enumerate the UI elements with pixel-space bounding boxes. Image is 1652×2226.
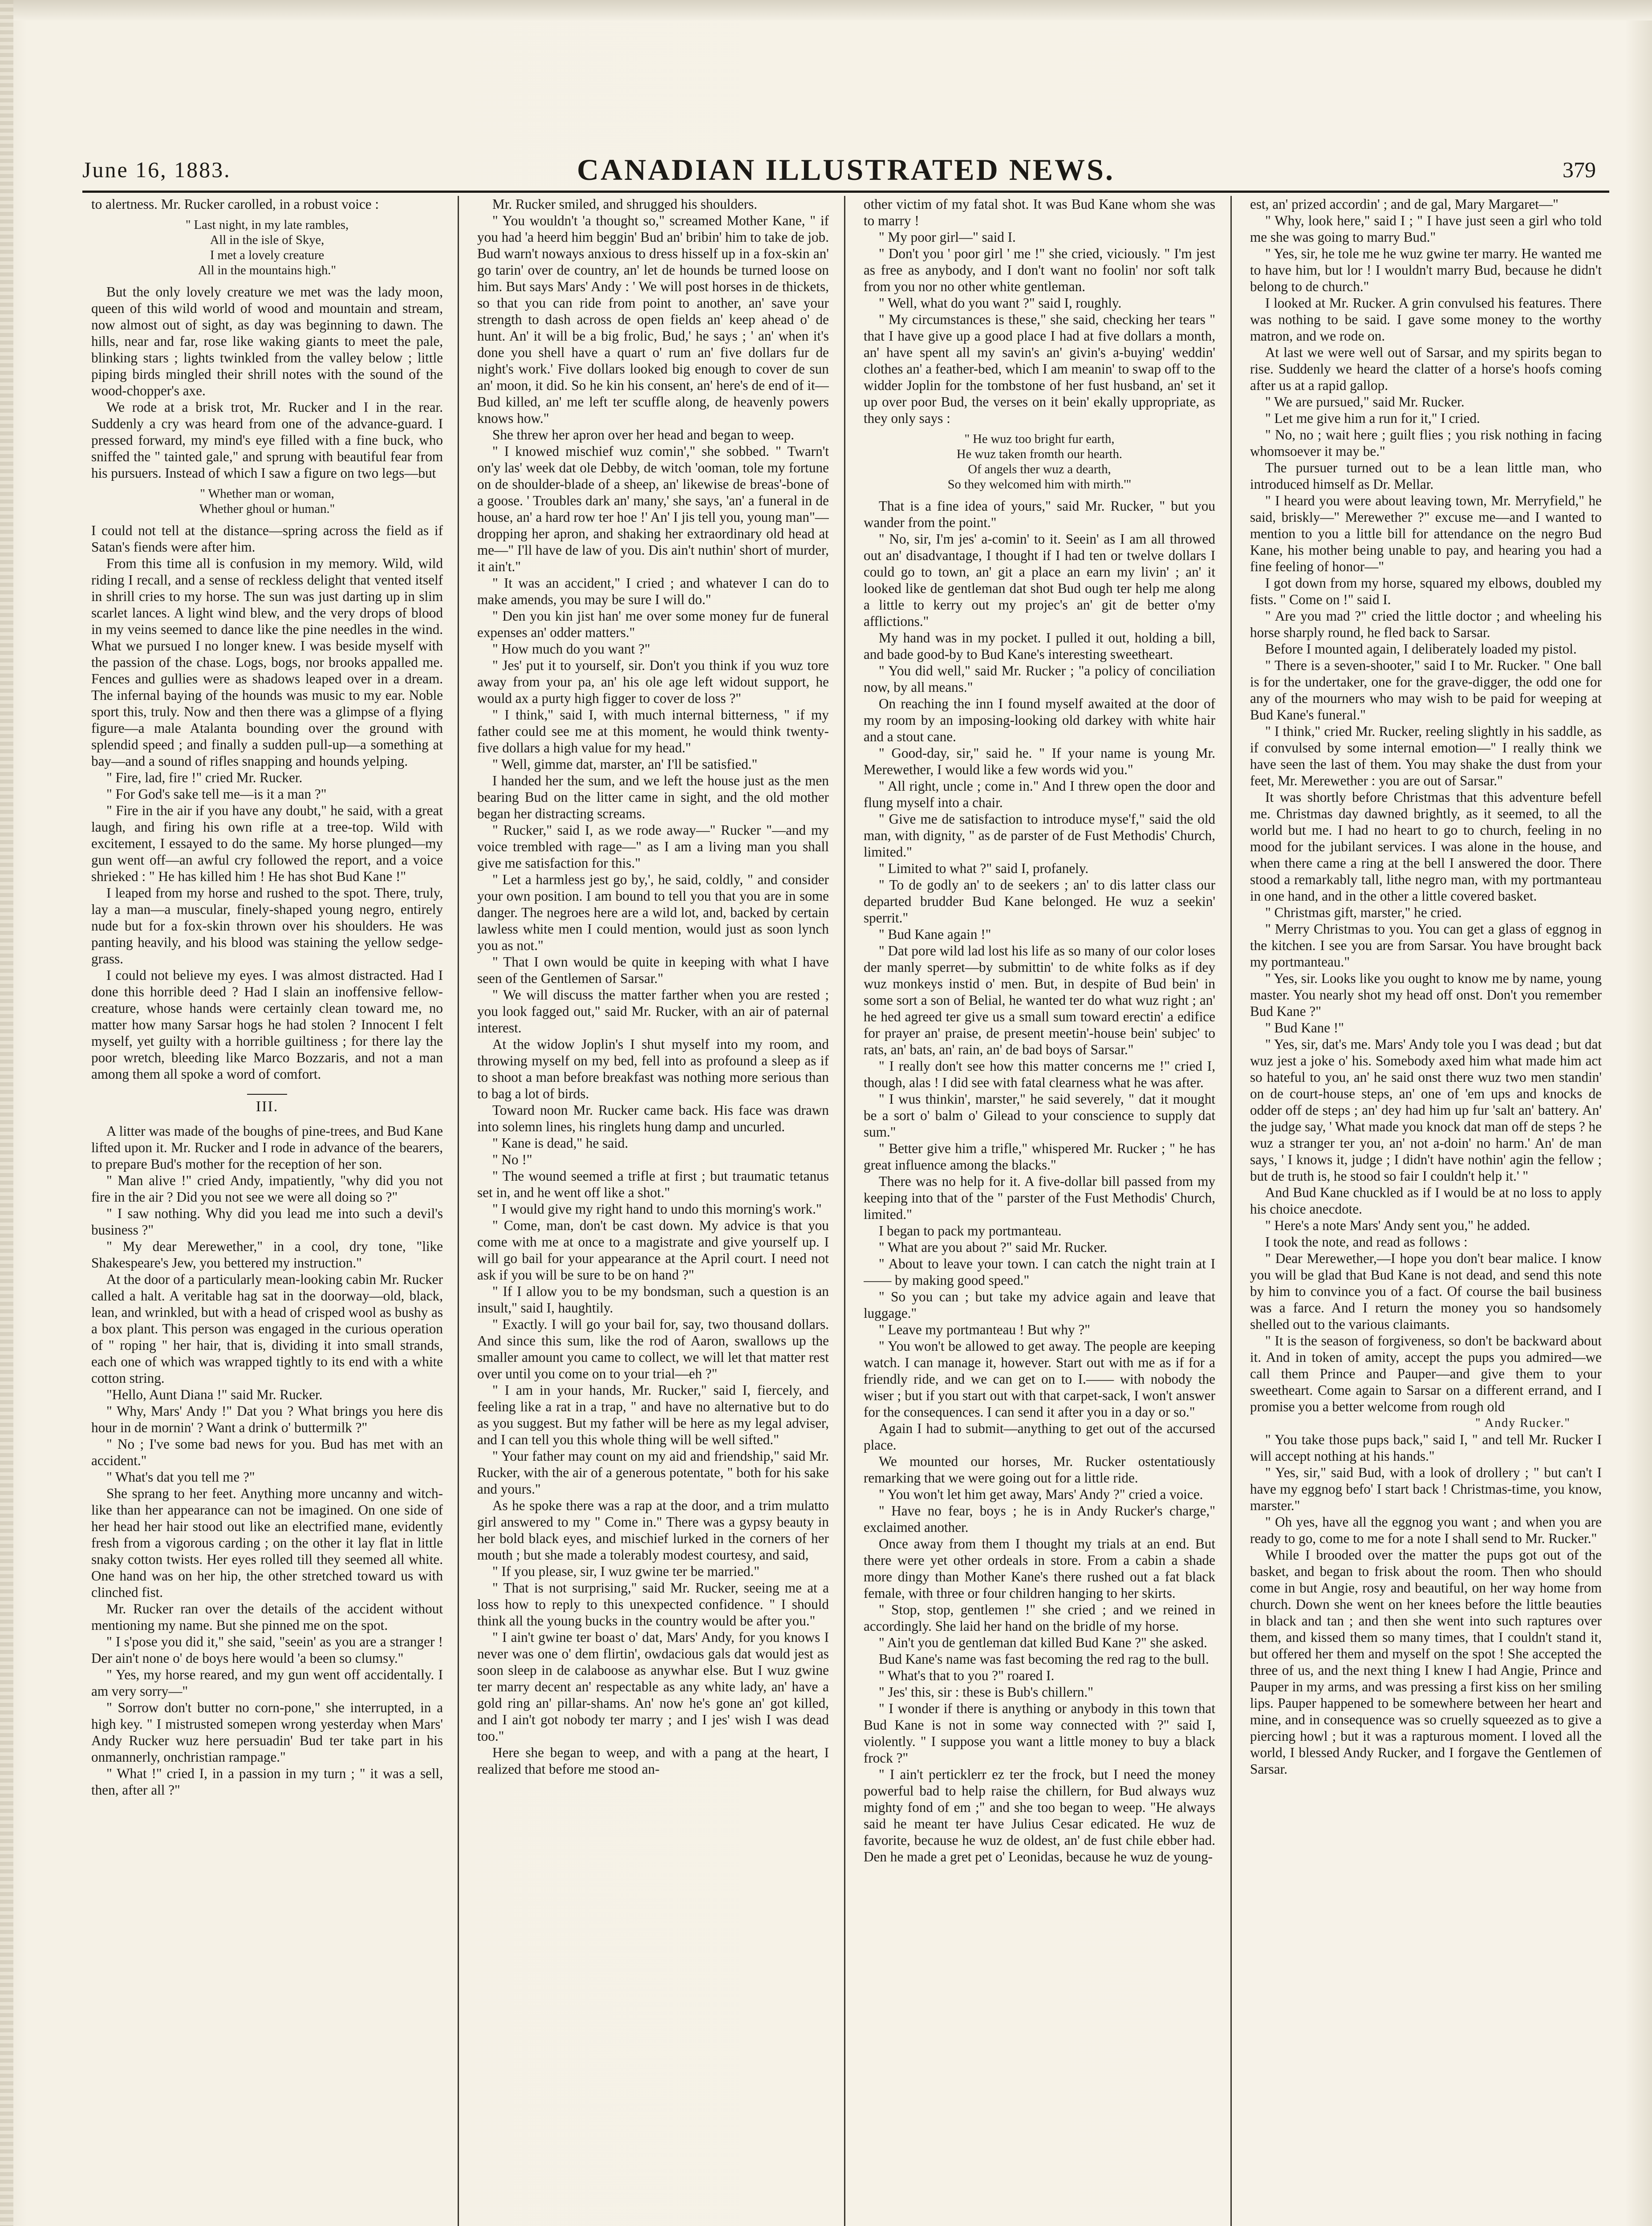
paragraph: My hand was in my pocket. I pulled it out, holding a bill, and bade good-by to Bud Kane's interesting sweetheart. — [864, 630, 1215, 662]
paragraph: to alertness. Mr. Rucker carolled, in a robust voice : — [91, 196, 379, 212]
paragraph: " Exactly. I will go your bail for, say, two thousand dollars. And since this sum, like the rod of Aaron, swallows up the smaller amount you came to collect, we will let that matter rest over until you come on to your trial—eh ?" — [477, 1316, 829, 1381]
paragraph: " For God's sake tell me—is it a man ?" — [106, 786, 327, 802]
paragraph: " I s'pose you did it," she said, "seein' as you are a stranger ! Der ain't none o' de boys here would 'a been so clumsy." — [91, 1634, 443, 1666]
verse — [864, 432, 1215, 492]
paragraph: " Kane is dead," he said. — [492, 1135, 629, 1151]
paragraph: " If you please, sir, I wuz gwine ter be married." — [492, 1564, 760, 1579]
paragraph: While I brooded over the matter the pups got out of the basket, and began to frisk about the room. Then who should come in but Angie, rosy and beautiful, on her way home from church. Down she went on her knees before the little beauties in black and tan ; and then she went into such raptures over them, and kissed them so many times, that I couldn't stand it, but offered her them and myself on the spot ! She accepted the three of us, and the next thing I knew I had Angie, Prince and Pauper in my arms, and was pressing a first kiss on her smiling lips. Pauper happened to be somewhere between her heart and mine, and in consequence was so cruelly squeezed as to give a piercing howl ; but it was a rapturous moment. I loved all the world, I blessed Andy Rucker, and I forgave the Gentlemen of Sarsar. — [1250, 1547, 1602, 1777]
paragraph: " That I own would be quite in keeping with what I have seen of the Gentlemen of Sarsar." — [477, 954, 829, 986]
paragraph: " Have no fear, boys ; he is in Andy Rucker's charge," exclaimed another. — [864, 1503, 1215, 1535]
paragraph: " Don't you ' poor girl ' me !" she cried, viciously. " I'm jest as free as anybody, and I don't want no foolin' nor soft talk from you nor no other white gentleman. — [864, 246, 1215, 294]
paragraph: I could not tell at the distance—spring across the field as if Satan's fiends were after him. — [91, 523, 443, 555]
paragraph: " Fire, lad, fire !" cried Mr. Rucker. — [106, 770, 303, 785]
paragraph: " I heard you were about leaving town, Mr. Merryfield," he said, briskly—" Merewether ?" excuse me—and I wanted to mention to you a little bill for attendance on the negro Bud Kane, his mother being unable to pay, and hearing you had a fine feeling of honor—" — [1250, 493, 1602, 574]
column-rule — [1230, 196, 1232, 2226]
paragraph: " My poor girl—" said I. — [879, 229, 1016, 245]
paragraph: " I think," cried Mr. Rucker, reeling slightly in his saddle, as if convulsed by some internal emotion—" I really think we have seen the last of them. You may shake the dust from your feet, Mr. Merewether : you are out of Sarsar." — [1250, 723, 1602, 788]
header-rule — [82, 191, 1609, 193]
paragraph: " Let me give him a run for it," I cried. — [1265, 410, 1480, 426]
verse-line: He wuz taken fromth our hearth. — [957, 447, 1122, 461]
paragraph: Before I mounted again, I deliberately loaded my pistol. — [1265, 641, 1577, 657]
paragraph: " Merry Christmas to you. You can get a glass of eggnog in the kitchen. I see you are from Sarsar. You have brought back my portmanteau." — [1250, 921, 1602, 970]
paragraph: " Ain't you de gentleman dat killed Bud Kane ?" she asked. — [879, 1635, 1207, 1650]
paragraph: " Give me de satisfaction to introduce myse'f," said the old man, with dignity, " as de parster of de Fust Methodis' Church, limited." — [864, 811, 1215, 860]
paragraph: " Fire in the air if you have any doubt," he said, with a great laugh, and firing his own rifle at a tree-top. Wild with excitement, I essayed to do the same. My horse plunged—my gun went off—an awful cry followed the report, and a voice shrieked : " He has killed him ! He has shot Bud Kane !" — [91, 803, 443, 884]
verse-line: Whether ghoul or human." — [199, 502, 335, 516]
paragraph: " I wus thinkin', marster," he said severely, " dat it mought be a sort o' balm o' Gilead to your conscience to supply dat sum." — [864, 1091, 1215, 1140]
verse-line: I met a lovely creature — [210, 248, 325, 262]
paragraph: " What are you about ?" said Mr. Rucker. — [879, 1239, 1108, 1255]
paragraph: Mr. Rucker smiled, and shrugged his shoulders. — [492, 196, 758, 212]
paragraph: " Good-day, sir," said he. " If your name is young Mr. Merewether, I would like a few words wid you." — [864, 745, 1215, 777]
paragraph: " All right, uncle ; come in." And I threw open the door and flung myself into a chair. — [864, 778, 1215, 810]
column-1 — [91, 196, 443, 2226]
paragraph: It was shortly before Christmas that this adventure befell me. Christmas day dawned brightly, as it seemed, to all the world but me. I had no heart to go to church, feeling in no mood for the jubilant services. I was alone in the house, and when there came a ring at the bell I answered the door. There stood a remarkably tall, lithe negro man, with my portmanteau in one hand, and in the other a little covered basket. — [1250, 789, 1602, 904]
paragraph: " Your father may count on my aid and friendship," said Mr. Rucker, with the air of a generous potentate, " both for his sake and yours." — [477, 1448, 829, 1497]
paragraph: Bud Kane's name was fast becoming the red rag to the bull. — [879, 1651, 1209, 1667]
paragraph: But the only lovely creature we met was the lady moon, queen of this wild world of wood and mountain and stream, now almost out of sight, as day was beginning to dawn. The hills, near and far, rose like waking giants to meet the pale, blinking stars ; lights twinkled from the valley below ; little piping birds mingled their shrill notes with the sound of the wood-chopper's axe. — [91, 284, 443, 398]
paragraph: " What's that to you ?" roared I. — [879, 1668, 1055, 1683]
verse-line: " Whether man or woman, — [200, 487, 334, 501]
paragraph: On reaching the inn I found myself awaited at the door of my room by an imposing-looking old darkey with white hair and a stout cane. — [864, 696, 1215, 744]
paragraph: " Better give him a trifle," whispered Mr. Rucker ; " he has great influence among the blacks." — [864, 1141, 1215, 1173]
paragraph: " Jes' this, sir : these is Bub's chillern." — [879, 1684, 1093, 1700]
paragraph: " It was an accident," I cried ; and whatever I can do to make amends, you may be sure I will do." — [477, 575, 829, 607]
paragraph: " I ain't gwine ter boast o' dat, Mars' Andy, for you knows I never was one o' dem flirtin', owdacious gals dat would jest as soon sleep in de calaboose as anywhar else. But I wuz gwine ter marry decent an' respectable as any white lady, an' have a gold ring an' pillar-shams. An' now he's gone an' got killed, and I ain't got nobody ter marry ; and I jes' wish I was dead too." — [477, 1629, 829, 1744]
verse-line: So they welcomed him with mirth.'" — [947, 478, 1132, 492]
paragraph: " Jes' put it to yourself, sir. Don't you think if you wuz tore away from your pa, an' his ole age left widout support, he would ax a purty high figger to cover de loss ?" — [477, 658, 829, 706]
paragraph: " That is not surprising," said Mr. Rucker, seeing me at a loss how to reply to this unexpected confidence. " I should think all the young bucks in the country would be after you." — [477, 1580, 829, 1629]
masthead: CANADIAN ILLUSTRATED NEWS. — [577, 153, 1115, 187]
paragraph: " There is a seven-shooter," said I to Mr. Rucker. " One ball is for the undertaker, one for the grave-digger, the odd one for any of the mourners who may wish to be paid for weeping at Bud Kane's funeral." — [1250, 658, 1602, 723]
paragraph: " I wonder if there is anything or anybody in this town that Bud Kane is not in some way connected with ?" said I, violently. " I suppose you want a little money to buy a black frock ?" — [864, 1701, 1215, 1766]
paragraph: " Well, gimme dat, marster, an' I'll be satisfied." — [492, 756, 758, 772]
paragraph: " My circumstances is these," she said, checking her tears " that I have give up a good place I had at five dollars a month, an' have spent all my savin's an' givin's a-buying' weddin' clothes an' a feather-bed, which I am meanin' to swap off to the widder Joplin for the tombstone of her fust husband, an' set it up over poor Bud, the verses on it bein' ekally uppropriate, as they only says : — [864, 312, 1215, 426]
paragraph: " Sorrow don't butter no corn-pone," she interrupted, in a high key. " I mistrusted somepen wrong yesterday when Mars' Andy Rucker wuz here persuadin' Bud ter take part in his onmannerly, onchristian rampage." — [91, 1700, 443, 1765]
paragraph: "Hello, Aunt Diana !" said Mr. Rucker. — [106, 1387, 323, 1402]
paragraph: She sprang to her feet. Anything more uncanny and witch-like than her appearance can not be imagined. On one side of her head her hair stood out like an electrified mane, evidently fresh from a vigorous carding ; on the other it lay flat in little snaky cotton twists. Her eyes rolled till they seemed all white. One hand was on her hip, the other stretched toward us with clinched fist. — [91, 1486, 443, 1600]
paragraph: " No ; I've some bad news for you. Bud has met with an accident." — [91, 1436, 443, 1468]
paragraph: There was no help for it. A five-dollar bill passed from my keeping into that of the " parster of the Fust Methodis' Church, limited." — [864, 1174, 1215, 1222]
paragraph: " My dear Merewether," in a cool, dry tone, "like Shakespeare's Jew, you bettered my instruction." — [91, 1239, 443, 1271]
verse-line: " Last night, in my late rambles, — [185, 218, 349, 232]
paragraph: " Yes, my horse reared, and my gun went off accidentally. I am very sorry—" — [91, 1667, 443, 1699]
paragraph: " We will discuss the matter farther when you are rested ; you look fagged out," said Mr. Rucker, with an air of paternal interest. — [477, 987, 829, 1036]
paragraph: " I think," said I, with much internal bitterness, " if my father could see me at this moment, he would think twenty-five dollars a high value for my head." — [477, 707, 829, 756]
verse — [91, 218, 443, 278]
paragraph: I handed her the sum, and we left the house just as the men bearing Bud on the litter came in sight, and the old mother began her distracting screams. — [477, 773, 829, 821]
paragraph: Again I had to submit—anything to get out of the accursed place. — [864, 1421, 1215, 1453]
column-2 — [477, 196, 829, 2226]
paragraph: " It is the season of forgiveness, so don't be backward about it. And in token of amity, accept the pups you admired—we call them Prince and Pauper—and give them to your sweetheart. Come again to Sarsar on a different errand, and I promise you a better welcome from rough old — [1250, 1333, 1602, 1414]
page-top-edge — [0, 0, 1652, 20]
paragraph: " Dat pore wild lad lost his life as so many of our color loses der manly sperret—by submittin' to de white folks as if dey wuz monkeys instid o' men. But, in despite of Bud bein' in some sort a son of Belial, he wanted ter do what wuz right ; an' he hed agreed ter give us a small sum toward erectin' a edifice for prayer an' praise, de present meetin'-house bein' subjec' to rats, an' bats, an' rain, an' de bad boys of Sarsar." — [864, 943, 1215, 1057]
column-rule — [458, 196, 459, 2226]
column-rule — [844, 196, 845, 2226]
paragraph: " What !" cried I, in a passion in my turn ; " it was a sell, then, after all ?" — [91, 1766, 443, 1798]
verse-line: All in the isle of Skye, — [210, 233, 325, 247]
paragraph: We mounted our horses, Mr. Rucker ostentatiously remarking that we were going out for a little ride. — [864, 1454, 1215, 1486]
paragraph: I took the note, and read as follows : — [1265, 1234, 1468, 1250]
paragraph: " Yes, sir," said Bud, with a look of drollery ; " but can't I have my eggnog befo' I start back ! Christmas-time, you know, marster." — [1250, 1465, 1602, 1513]
paragraph: A litter was made of the boughs of pine-trees, and Bud Kane lifted upon it. Mr. Rucker and I rode in advance of the bearers, to prepare Bud's mother for the reception of her son. — [91, 1123, 443, 1172]
paragraph: " Well, what do you want ?" said I, roughly. — [879, 295, 1122, 311]
paragraph: At the widow Joplin's I shut myself into my room, and throwing myself on my bed, fell into as profound a sleep as if to shoot a man before breakfast was nothing more serious than to bag a lot of birds. — [477, 1036, 829, 1101]
paragraph: " I am in your hands, Mr. Rucker," said I, fiercely, and feeling like a rat in a trap, " and have no alternative but to do as you suggest. But my father will be here as my legal adviser, and I can tell you this whole thing will be well sifted." — [477, 1382, 829, 1447]
paragraph: " Yes, sir, he tole me he wuz gwine ter marry. He wanted me to have him, but lor ! I wouldn't marry Bud, because he didn't belong to de church." — [1250, 246, 1602, 294]
paragraph: Once away from them I thought my trials at an end. But there were yet other ordeals in store. From a cabin a shade more dingy than Mother Kane's there rushed out a fat black female, with three or four children hanging to her skirts. — [864, 1536, 1215, 1601]
paragraph: " I knowed mischief wuz comin'," she sobbed. " Twarn't on'y las' week dat ole Debby, de witch 'ooman, tole my fortune on de shoulder-blade of a sheep, an' likewise de breas'-bone of a goose. ' Troubles dark an' many,' she says, 'an' a funeral in de house, an' a hard row ter hoe !' An' I jis tell you, young man"—dropping her apron, and shaking her extraordinary old head at me—" I'll have de law of you. Dis ain't nuthin' short of murder, it ain't." — [477, 443, 829, 574]
verse-line: All in the mountains high." — [198, 264, 337, 277]
paragraph: " Bud Kane again !" — [879, 926, 991, 942]
column-4 — [1250, 196, 1602, 2226]
paragraph: At the door of a particularly mean-looking cabin Mr. Rucker called a halt. A veritable hag sat in the doorway—old, black, lean, and wrinkled, but with a head of crisped wool as bushy as a box plant. This person was engaged in the curious operation of " roping " her hair, that is, dividing it into small strands, each one of which was wrapped tightly to its end with a white cotton string. — [91, 1271, 443, 1386]
paragraph: " Why, Mars' Andy !" Dat you ? What brings you here dis hour in de mornin' ? Want a drink o' buttermilk ?" — [91, 1403, 443, 1435]
paragraph: And Bud Kane chuckled as if I would be at no loss to apply his choice anecdote. — [1250, 1185, 1602, 1217]
paragraph: " Let a harmless jest go by,', he said, coldly, " and consider your own position. I am bound to tell you that you are in some danger. The negroes here are a wild lot, and, backed by certain lawless white men I could mention, would just as soon lynch you as not." — [477, 872, 829, 953]
paragraph: " How much do you want ?" — [492, 641, 650, 657]
paragraph: " Bud Kane !" — [1265, 1020, 1344, 1036]
paragraph: " About to leave your town. I can catch the night train at I—— by making good speed." — [864, 1256, 1215, 1288]
paragraph: " I ain't perticklerr ez ter the frock, but I need the money powerful bad to help raise the chillern, for Bud always wuz mighty fond of em ;" and she too began to weep. "He always said he meant ter have Julius Cesar edicated. He wuz de favorite, because he wuz de oldest, an' de fust chile ebber had. Den he made a gret pet o' Leonidas, because he wuz de young- — [864, 1767, 1215, 1864]
paragraph: " Christmas gift, marster," he cried. — [1265, 905, 1462, 920]
section-number: III. — [256, 1098, 279, 1115]
column-3 — [864, 196, 1215, 2226]
paragraph: " Come, man, don't be cast down. My advice is that you come with me at once to a magistrate and give yourself up. I will go bail for your appearance at the April court. I need not ask if you will be sure to be on hand ?" — [477, 1218, 829, 1283]
verse-line: " He wuz too bright fur earth, — [964, 432, 1115, 446]
paragraph: " Are you mad ?" cried the little doctor ; and wheeling his horse sharply round, he fled back to Sarsar. — [1250, 608, 1602, 640]
paragraph: At last we were well out of Sarsar, and my spirits began to rise. Suddenly we heard the clatter of a horse's hoofs coming after us at a rapid gallop. — [1250, 345, 1602, 393]
paragraph: " I saw nothing. Why did you lead me into such a devil's business ?" — [91, 1206, 443, 1238]
paragraph: " Leave my portmanteau ! But why ?" — [879, 1322, 1090, 1337]
paragraph: " No !" — [492, 1152, 532, 1167]
paragraph: " So you can ; but take my advice again and leave that luggage." — [864, 1289, 1215, 1321]
page-number: 379 — [1563, 157, 1596, 182]
paragraph: " Rucker," said I, as we rode away—" Rucker "—and my voice trembled with rage—" as I am a living man you shall give me satisfaction for this." — [477, 822, 829, 871]
paragraph: " You won't let him get away, Mars' Andy ?" cried a voice. — [879, 1487, 1203, 1502]
verse — [91, 487, 443, 517]
section-rule — [247, 1094, 287, 1095]
paragraph: " You wouldn't 'a thought so," screamed Mother Kane, " if you had 'a heerd him beggin' Bud an' bribin' him to take de job. Bud warn't noways anxious to dress hisself up in a fox-skin an' go tarin' over de country, an' let de hounds be turned loose on him. But says Mars' Andy : ' We will post horses in de thickets, so that you can ride from point to another, an' save your strength to dash across de open fields an' keep ahead o' de hunt. An' it will be a big frolic, Bud,' he says ; ' an' when it's done you shell have a quart o' rum an' five dollars fur de night's work.' Five dollars looked big enough to cover de sun an' moon, it did. So he kin his consent, an' here's de end of it—Bud killed, an' me left ter scuffle along, de heavenly powers knows how." — [477, 213, 829, 426]
paragraph: " If I allow you to be my bondsman, such a question is an insult," said I, haughtily. — [477, 1284, 829, 1316]
paragraph: " Limited to what ?" said I, profanely. — [879, 861, 1089, 876]
paragraph: est, an' prized accordin' ; and de gal, Mary Margaret—" — [1250, 196, 1559, 212]
paragraph: " To de godly an' to de seekers ; an' to dis latter class our departed brudder Bud Kane belonged. He wuz a seekin' sperrit." — [864, 877, 1215, 926]
paragraph: That is a fine idea of yours," said Mr. Rucker, " but you wander from the point." — [864, 498, 1215, 530]
paragraph: As he spoke there was a rap at the door, and a trim mulatto girl answered to my " Come in." There was a gypsy beauty in her bold black eyes, and mischief lurked in the corners of her mouth ; but she made a tolerably modest courtesy, and said, — [477, 1498, 829, 1563]
signature: " Andy Rucker." — [1475, 1416, 1571, 1430]
paragraph: " You won't be allowed to get away. The people are keeping watch. I can manage it, however. Start out with me as if for a friendly ride, and we can get on to I.—— with nobody the wiser ; but if you start out with that carpet-sack, I won't answer for the consequences. I can send it after you in a day or so." — [864, 1338, 1215, 1420]
paragraph: " No, no ; wait here ; guilt flies ; you risk nothing in facing whomsoever it may be." — [1250, 427, 1602, 459]
paragraph: I got down from my horse, squared my elbows, doubled my fists. " Come on !" said I. — [1250, 575, 1602, 607]
paragraph: " I really don't see how this matter concerns me !" cried I, though, alas ! I did see with fatal clearness what he was after. — [864, 1058, 1215, 1090]
paragraph: " Man alive !" cried Andy, impatiently, "why did you not fire in the air ? Did you not see we were all doing so ?" — [91, 1173, 443, 1205]
section-heading — [91, 1094, 443, 1115]
paragraph: From this time all is confusion in my memory. Wild, wild riding I recall, and a sense of reckless delight that vented itself in shrill cries to my horse. The sun was just darting up in slim scarlet lances. A light wind blew, and the very drops of blood in my veins seemed to dance like the pine needles in the wind. What we pursued I no longer knew. I was beside myself with the passion of the chase. Logs, bogs, nor brooks appalled me. Fences and gullies were as shadows leaped over in a dream. The infernal baying of the hounds was music to my ear. Noble sport this, truly. Now and then there was a glimpse of a flying figure—a male Atalanta bounding over the ground with splendid speed ; and finally a sudden pull-up—a something at bay—and a sound of rifles snapping and hounds yelping. — [91, 556, 443, 769]
paragraph: " Yes, sir, dat's me. Mars' Andy tole you I was dead ; but dat wuz jest a joke o' his. Somebody axed him what made him act so hateful to you, an' he said onst there wuz two men standin' on de court-house steps, an' one of 'em ups and knocks de odder off de steps ; an' dey had him up fur 'salt an' battery. An' the judge say, ' What made you knock dat man off de steps ? he wuz a stranger ter you, an' not a-doin' no harm.' An' de man says, ' I knows it, judge ; I didn't have nothin' agin the fellow ; but de truth is, he stood so fair I couldn't help it.' " — [1250, 1036, 1602, 1184]
paragraph: " Stop, stop, gentlemen !" she cried ; and we reined in accordingly. She laid her hand on the bridle of my horse. — [864, 1602, 1215, 1634]
paragraph: I leaped from my horse and rushed to the spot. There, truly, lay a man—a muscular, finely-shaped young negro, entirely nude but for a fox-skin thrown over his shoulders. He was panting heavily, and his blood was staining the yellow sedge-grass. — [91, 885, 443, 967]
paragraph: Mr. Rucker ran over the details of the accident without mentioning my name. But she pinned me on the spot. — [91, 1601, 443, 1633]
paragraph: " I would give my right hand to undo this morning's work." — [492, 1201, 822, 1217]
paragraph: " Den you kin jist han' me over some money fur de funeral expenses an' odder matters." — [477, 608, 829, 640]
binding-edge — [0, 0, 13, 2226]
paragraph: " Oh yes, have all the eggnog you want ; and when you are ready to go, come to me for a note I shall send to Mr. Rucker." — [1250, 1514, 1602, 1546]
paragraph: " The wound seemed a trifle at first ; but traumatic tetanus set in, and he went off like a shot." — [477, 1168, 829, 1200]
paragraph: " You did well," said Mr. Rucker ; "a policy of conciliation now, by all means." — [864, 663, 1215, 695]
paragraph: She threw her apron over her head and began to weep. — [492, 427, 795, 443]
paragraph: " What's dat you tell me ?" — [106, 1469, 255, 1485]
verse-line: Of angels ther wuz a dearth, — [968, 463, 1111, 476]
paragraph: I looked at Mr. Rucker. A grin convulsed his features. There was nothing to be said. I gave some money to the worthy matron, and we rode on. — [1250, 295, 1602, 344]
paragraph: " Why, look here," said I ; " I have just seen a girl who told me she was going to marry Bud." — [1250, 213, 1602, 245]
paragraph: " We are pursued," said Mr. Rucker. — [1265, 394, 1465, 410]
paragraph: " Dear Merewether,—I hope you don't bear malice. I know you will be glad that Bud Kane is not dead, and send this note by him to convince you of a fact. Of course the bail business was a farce. And I return the money you so handsomely shelled out to the various claimants. — [1250, 1251, 1602, 1332]
paragraph: We rode at a brisk trot, Mr. Rucker and I in the rear. Suddenly a cry was heard from one of the advance-guard. I pressed forward, my mind's eye filled with a fine buck, who sniffed the " tainted gale," and sprung with beautiful fear from his pursuers. Instead of which I saw a figure on two legs—but — [91, 399, 443, 481]
paragraph: Toward noon Mr. Rucker came back. His face was drawn into solemn lines, his ringlets hung damp and uncurled. — [477, 1102, 829, 1134]
paragraph: " Yes, sir. Looks like you ought to know me by name, young master. You nearly shot my head off onst. Don't you remember Bud Kane ?" — [1250, 971, 1602, 1019]
issue-date: June 16, 1883. — [82, 157, 231, 182]
paragraph: other victim of my fatal shot. It was Bud Kane whom she was to marry ! — [864, 196, 1215, 228]
paragraph: I could not believe my eyes. I was almost distracted. Had I done this horrible deed ? Had I slain an inoffensive fellow-creature, whose hands were certainly clean toward me, no matter how many Sarsar hogs he had stolen ? Innocent I felt myself, yet guilty with a horrible guiltiness ; for there lay the poor wretch, bleeding like Marco Bozzaris, and not a man among them all spoke a word of comfort. — [91, 967, 443, 1082]
paragraph: The pursuer turned out to be a lean little man, who introduced himself as Dr. Mellar. — [1250, 460, 1602, 492]
paragraph: " No, sir, I'm jes' a-comin' to it. Seein' as I am all throwed out an' disadvantage, I thought if I had ten or twelve dollars I could go to town, an' git a place an earn my livin' ; an' it looked like de gentleman dat shot Bud ough ter help me along a little to kerry out my projec's an' git de better o'my afflictions." — [864, 531, 1215, 629]
paragraph: I began to pack my portmanteau. — [879, 1223, 1062, 1239]
paragraph: " You take those pups back," said I, " and tell Mr. Rucker I will accept nothing at his hands." — [1250, 1432, 1602, 1464]
paragraph: Here she began to weep, and with a pang at the heart, I realized that before me stood an- — [477, 1745, 829, 1777]
paragraph: " Here's a note Mars' Andy sent you," he added. — [1265, 1218, 1530, 1233]
